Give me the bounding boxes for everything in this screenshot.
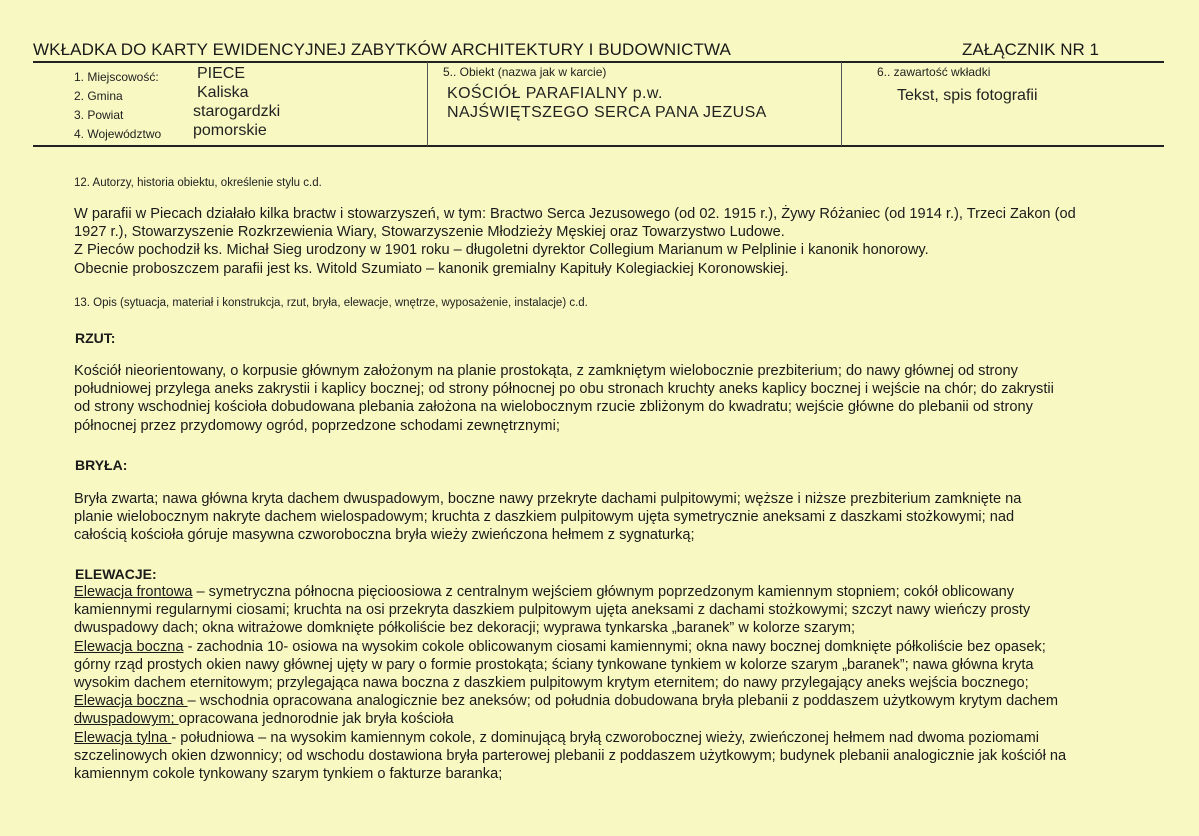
location-value-county: starogardzki (193, 103, 281, 120)
content-value: Tekst, spis fotografii (897, 87, 1038, 104)
elevation-front-line: dwuspadowy dach; okna witrażowe domknięte półkoliście bez dekoracji; wyprawa tynkarska „baranek” w kolorze szarym; (74, 620, 856, 637)
annex-number: ZAŁĄCZNIK NR 1 (962, 40, 1099, 59)
rzut-line: północnej przez przydomowy ogród, poprzedzone schodami zewnętrznymi; (74, 417, 560, 434)
elevation-east-desc: – wschodnia opracowana analogicznie bez aneksów; od południa dobudowana bryła plebanii z poddaszem użytkowym krytym dachem (187, 693, 1059, 710)
location-value-voivodeship: pomorskie (193, 122, 267, 139)
rzut-heading: RZUT: (75, 330, 116, 346)
bryla-line: planie wielobocznym nakryte dachem wielospadowym; kruchta z daszkiem pulpitowym ujęta symetrycznie aneksami z daszkami stożkowymi; nad (74, 509, 1015, 526)
bryla-heading: BRYŁA: (75, 457, 128, 473)
elevation-east-desc-2: opracowana jednorodnie jak bryła kościoła (178, 711, 454, 728)
elewacje-text (74, 583, 1154, 783)
elevation-west-title: Elewacja boczna (74, 638, 184, 655)
section12-line: Z Pieców pochodził ks. Michał Sieg urodzony w 1901 roku – długoletni dyrektor Collegium Marianum w Pelplinie i kanonik honorowy. (74, 242, 929, 259)
section12-label: 12. Autorzy, historia obiektu, określenie stylu c.d. (74, 177, 322, 189)
elevation-west-line: górny rząd prostych okien nawy głównej ujęty w pary o formie prostokąta; ściany tynkowane tynkiem w kolorze szarym „baranek”; nawa główna kryta (74, 656, 1034, 673)
elevation-west-line: wysokim dachem eternitowym; przylegająca nawa boczna z daszkiem pulpitowym krytym eternitem; do nawy przylegający aneks wejścia bocznego; (74, 675, 1029, 692)
elevation-rear-line: szczelinowych okien dzwonnicy; od wschodu dostawiona bryła parterowej plebanii z poddaszem użytkowym; budynek plebanii analogicznie jak kościół na (74, 747, 1067, 764)
elevation-rear-desc: - południowa – na wysokim kamiennym cokole, z dominującą bryłą czworobocznej wieży, zwieńczonej hełmem nad dwoma poziomami (171, 729, 1039, 746)
bryla-line: całością kościoła góruje masywna czworoboczna bryła wieży zwieńczona hełmem z sygnaturką; (74, 527, 695, 544)
elevation-rear-line (74, 729, 1154, 747)
location-label-voivodeship: 4. Województwo (74, 127, 162, 141)
column-divider-2 (841, 62, 842, 146)
elevation-east-underlined: dwuspadowym; (74, 711, 179, 728)
elevation-front-desc: – symetryczna północna pięcioosiowa z centralnym wejściem głównym poprzedzonym kamiennym stopniem; cokół oblicowany (192, 584, 1015, 600)
column-divider-1 (427, 62, 428, 146)
object-name-line2: NAJŚWIĘTSZEGO SERCA PANA JEZUSA (447, 104, 767, 121)
elevation-front-line: kamiennymi regularnymi ciosami; kruchta na osi przekryta daszkiem pulpitowym ujęta aneksami z dachami stożkowymi; szczyt nawy wieńczy prosty (74, 602, 1031, 619)
rzut-line: od strony wschodniej kościoła dobudowana plebania założona na wielobocznym rzucie zbliżonym do kwadratu; wejście główne do plebanii od strony (74, 399, 1033, 416)
header-top-rule (33, 61, 1164, 63)
section12-line: W parafii w Piecach działało kilka bractw i stowarzyszeń, w tym: Bractwo Serca Jezusowego (od 02. 1915 r.), Żywy Różaniec (od 1914 r.), Trzeci Zakon (od (74, 206, 1076, 222)
elevation-rear-line: kamiennym cokole tynkowany szarym tynkiem o fakturze baranka; (74, 766, 503, 783)
rzut-line: południowej przylega aneks zakrystii i kaplicy bocznej; od strony północnej po obu stronach kruchty aneks kaplicy bocznej i wejście na chór; do zakrystii (74, 381, 1054, 398)
bryla-line: Bryła zwarta; nawa główna kryta dachem dwuspadowym, boczne nawy przekryte dachami pulpitowymi; węższe i niższe prezbiterium zamknięte na (74, 491, 1022, 507)
section12-text (74, 205, 1154, 278)
header-bottom-rule (33, 145, 1164, 147)
rzut-text (74, 362, 1154, 435)
form-title: WKŁADKA DO KARTY EWIDENCYJNEJ ZABYTKÓW ARCHITEKTURY I BUDOWNICTWA (33, 40, 731, 59)
elevation-east-title: Elewacja boczna (74, 693, 188, 710)
elevation-east-line (74, 710, 1154, 728)
rzut-line: Kościół nieorientowany, o korpusie głównym założonym na planie prostokąta, z zamkniętym wielobocznie prezbiterium; do nawy głównej od strony (74, 363, 1018, 379)
location-label-town: 1. Miejscowość: (74, 70, 159, 84)
elevation-west-desc: - zachodnia 10- osiowa na wysokim cokole oblicowanym ciosami kamiennymi; okna nawy bocznej domknięte półkoliście bez opasek; (183, 638, 1046, 655)
object-label: 5.. Obiekt (nazwa jak w karcie) (443, 65, 607, 79)
section12-line: Obecnie proboszczem parafii jest ks. Witold Szumiato – kanonik gremialny Kapituły Kolegiackiej Koronowskiej. (74, 260, 789, 277)
elevation-east-line (74, 692, 1154, 710)
bryla-text (74, 490, 1154, 545)
location-label-commune: 2. Gmina (74, 89, 123, 103)
content-label: 6.. zawartość wkładki (877, 65, 991, 79)
section12-line: 1927 r.), Stowarzyszenie Rozkrzewienia Wiary, Stowarzyszenie Młodzieży Męskiej oraz Towarzystwo Ludowe. (74, 224, 785, 241)
location-value-town: PIECE (197, 65, 246, 82)
elevation-front-title: Elewacja frontowa (74, 584, 193, 600)
elevation-rear-title: Elewacja tylna (74, 729, 172, 746)
location-value-commune: Kaliska (197, 84, 249, 101)
object-name-line1: KOŚCIÓŁ PARAFIALNY p.w. (447, 85, 663, 102)
elevation-west-line (74, 638, 1154, 656)
location-label-county: 3. Powiat (74, 108, 124, 122)
elevation-front-line (74, 583, 1154, 601)
section13-label: 13. Opis (sytuacja, materiał i konstrukcja, rzut, bryła, elewacje, wnętrze, wyposażenie, instalacje) c.d. (74, 297, 588, 309)
elewacje-heading: ELEWACJE: (75, 566, 157, 582)
